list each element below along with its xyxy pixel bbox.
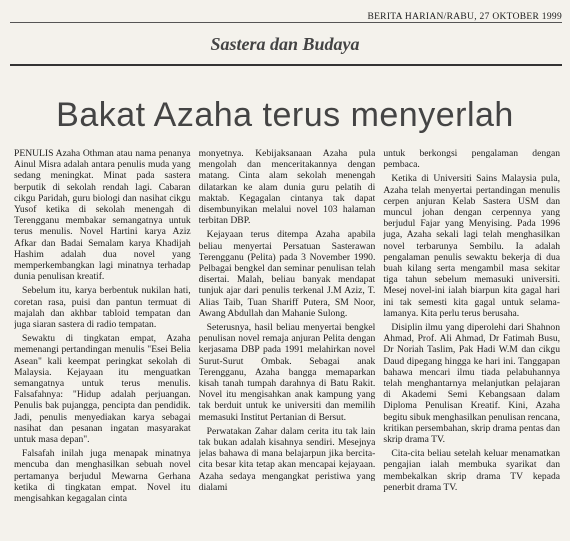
section-header: [0, 34, 570, 55]
paragraph: Sewaktu di tingkatan empat, Azaha memenangi pertandingan menulis "Esei Belia Asean" kali keempat peringkat sekolah di Malaysia. Kejayaan itu menguatkan semangatnya untuk terus menulis. Falsafahnya: "Hidup adalah perjuangan. Penulis bak pujangga, pencipta dan pendidik. Jadi, penulis menyediakan karya sebagai nasihat dan pesanan ingatan masyarakat untuk masa depan".: [14, 333, 191, 446]
paragraph: Falsafah inilah juga menapak minatnya mencuba dan menghasilkan sebuah novel pertamanya berjudul Mewarna Gerhana ketika di tingkatan empat. Novel itu mengisahkan kegagalan cinta: [14, 448, 191, 505]
article-headline: Bakat Azaha terus menyerlah: [56, 96, 514, 134]
section-rule: [10, 64, 562, 66]
paragraph: untuk berkongsi pengalaman dengan pembaca.: [383, 148, 561, 171]
top-rule: [10, 22, 562, 23]
article-column-2: [199, 148, 376, 533]
paragraph: Cita-cita beliau setelah keluar menamatkan pengajian ialah membuka syarikat dan membekalkan skrip drama TV kepada penerbit drama TV.: [383, 448, 561, 493]
paragraph: PENULIS Azaha Othman atau nama penanya Ainul Misra adalah antara penulis muda yang sedang meningkat. Minat pada sastera berputik di sekolah rendah lagi. Cabaran cikgu Paridah, guru biologi dan nasihat cikgu Yusof ketika di sekolah menengah di Terengganu membakar semangatnya untuk terus menulis. Novel Hartini karya Aziz Afkar dan Badai Semalam karya Khadijah Hashim adalah dua novel yang memperkembangkan lagi minatnya terhadap dunia penulisan kreatif.: [14, 148, 191, 283]
dateline: BERITA HARIAN/RABU, 27 OKTOBER 1999: [367, 12, 562, 22]
masthead: [0, 8, 570, 28]
article-column-1: [14, 148, 191, 533]
paragraph: Disiplin ilmu yang diperolehi dari Shahnon Ahmad, Prof. Ali Ahmad, Dr Fatimah Busu, Dr Noriah Taslim, Pak Hadi W.M dan cikgu Daud dipegang hingga ke hari ini. Tanggapan bahawa mencari ilmu tiada pelabuhannya telah menghantarnya melanjutkan pelajaran di Akademi Semi Kebangsaan dalam Diploma Penulisan Kreatif. Kini, Azaha begitu sibuk menghasilkan penulisan rencana, kritikan persembahan, skrip drama pentas dan skrip drama TV.: [383, 322, 561, 446]
paragraph: Ketika di Universiti Sains Malaysia pula, Azaha telah menyertai pertandingan menulis cerpen anjuran Kelab Sastera USM dan muncul johan dengan cerpennya yang berjudul Fajar yang Menyising. Pada 1996 juga, Azaha sekali lagi telah menghasilkan novel terbarunya Sembilu. Ia adalah pengalaman penulis sewaktu bekerja di dua buah kilang serta mengambil masa sekitar tiga tahun sebelum memasuki universiti. Mesej novel-ini ialah biarpun kita gagal hari ini tak semesti kita gagal untuk selama-lamanya. Kita perlu terus berusaha.: [383, 173, 561, 319]
article-column-3: [383, 148, 560, 533]
paragraph: Sebelum itu, karya berbentuk nukilan hati, coretan rasa, puisi dan pantun termuat di majalah dan akhbar tabloid tempatan dan juga siaran sastera di radio tempatan.: [14, 285, 191, 331]
paragraph: Kejayaan terus ditempa Azaha apabila beliau menyertai Persatuan Sasterawan Terengganu (Pelita) pada 3 November 1990. Pelbagai bengkel dan seminar penulisan telah disertai. Malah, beliau banyak mendapat tunjuk ajar dari penulis terkenal J.M Aziz, T. Alias Taib, Tuan Shariff Putera, SM Noor, Awang Abdullah dan Mahanie Sulong.: [198, 229, 376, 319]
paragraph: monyetnya. Kebijaksanaan Azaha pula mengolah dan menceritakannya dengan matang. Cinta alam sekolah menengah dilatarkan ke alam dunia guru pelatih di maktab. Kegagalan cintanya tak dapat disembunyikan melalui novel 103 halaman terbitan DBP.: [198, 148, 376, 227]
paragraph: Perwatakan Zahar dalam cerita itu tak lain tak bukan adalah kisahnya sendiri. Mesejnya jelas bahawa di mana belajarpun jika bercita-cita besar kita tetap akan mencapai kejayaan. Azaha sedaya mengangkat peristiwa yang dialami: [198, 425, 376, 493]
article-body: [14, 148, 560, 533]
paragraph: Seterusnya, hasil beliau menyertai bengkel penulisan novel remaja anjuran Pelita dengan kerjasama DBP pada 1991 melahirkan novel Surut-Surut Ombak. Sebagai anak Terengganu, Azaha bangga memaparkan kisah tanah tumpah darahnya di Batu Rakit. Novel itu mengisahkan anak kampung yang tak berduit untuk ke universiti dan memilih memasuki Institut Pertanian di Bersut.: [198, 322, 376, 423]
section-title: Sastera dan Budaya: [210, 34, 360, 54]
